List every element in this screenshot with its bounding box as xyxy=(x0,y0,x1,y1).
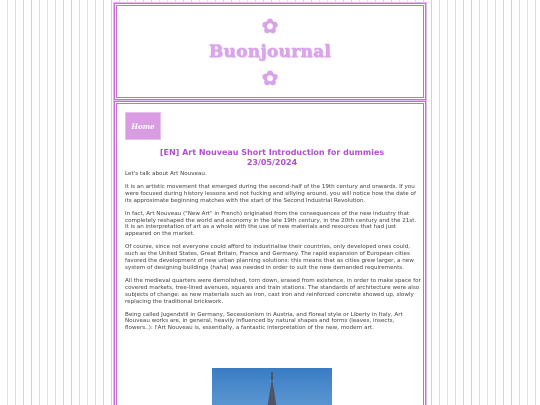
eiffel-tower-image xyxy=(212,368,332,405)
post-title: [EN] Art Nouveau Short Introduction for dummies xyxy=(159,148,385,157)
post-paragraph: Being called Jugendstil in Germany, Secessionism in Austria, and floreal style or Liberty in Italy, Art Nouveau works are, in general, heavily influenced by natural shapes and forms (leaves, insects, flowers..): l'Art Nouveau is, essentially, a fantastic interpretation of the new, modern art. xyxy=(125,311,403,332)
home-button[interactable] xyxy=(125,112,161,140)
post-container xyxy=(114,101,426,405)
star-icon: ✿ xyxy=(261,13,279,38)
post-body xyxy=(125,171,421,338)
post-paragraph: Of course, since not everyone could afford to industrialise their countries, only developed ones could, such as the United States, Great Britain, France and Germany. The rapid expansion of European cities favored the development of new urban planning solutions: this means that as cities grew larger, a new system of designing buildings (haha) was needed in order to suit the new demanded requirements. xyxy=(125,244,414,271)
star-icon: ✿ xyxy=(261,65,279,90)
post-paragraph: Let's talk about Art Nouveau. xyxy=(125,171,207,177)
blog-header xyxy=(114,3,426,100)
tower-shape xyxy=(264,378,280,405)
home-button-label: Home xyxy=(131,121,155,131)
post-paragraph: It is an artistic movement that emerged during the second-half of the 19th century and onwards. If you were focused during history lessons and not fucking and sillying around, you will notice how the date of its approximate beginning matches with the start of the Second Industrial Revolution. xyxy=(125,183,416,204)
post-heading xyxy=(137,148,407,167)
post-date: 23/05/2024 xyxy=(246,157,298,167)
post-paragraph: All the medieval quarters were demolished, torn down, erased from existence, in order to make space for covered markets, tree-lined avenues, squares and train stations. The standards of architecture were also subjects of change: as new materials such as iron, cast iron and reinforced concrete showed up, slowly replacing the traditional brickwork. xyxy=(125,277,421,305)
site-title[interactable]: Buonjournal xyxy=(208,41,332,62)
post-paragraph: In fact, Art Nouveau ("New Art" in French) originated from the consequences of the new industry that completely reshaped the world and economy in the late 19th century, in the 20th century and the 21st. It is an interpretation of art as a whole with the use of new materials and resources that had just appeared on the market. xyxy=(125,210,417,238)
